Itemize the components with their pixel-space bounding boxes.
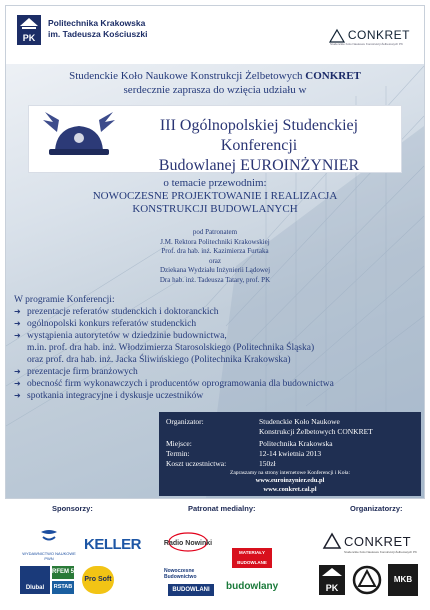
intro-line1	[0, 69, 430, 83]
patronage-line: J.M. Rektora Politechniki Krakowskiej	[160, 237, 270, 246]
place-value: Politechnika Krakowska	[259, 439, 333, 448]
program-item-text: prezentacje referatów studenckich i doktoranckich	[27, 307, 219, 317]
theme	[0, 177, 430, 216]
keller-logo: KELLER	[84, 536, 141, 553]
program-item-text: spotkania integracyjne i dyskusje uczestników	[27, 391, 204, 401]
theme-intro: o temacie przewodnim:	[163, 177, 267, 189]
conkret-header-logo	[330, 28, 410, 46]
program-item-text: ogólnopolski konkurs referatów studenckich	[27, 319, 197, 329]
arrow-right-icon: ➜	[14, 391, 21, 400]
conkret-header-text: CONKRET	[347, 28, 410, 42]
program-item-text: obecność firm wykonawczych i producentów oprogramowania dla budownictwa	[27, 379, 334, 389]
conference-title-line1: III Ogólnopolskiej Studenckiej Konferencji	[159, 117, 359, 154]
websites-note: Zapraszamy na strony internetowe Konferencji i Koła:	[229, 470, 351, 476]
patronage-line: Dziekana Wydziału Inżynierii Lądowej	[159, 266, 271, 274]
budowlani-logo: BUDOWLANI	[168, 584, 214, 596]
patronage-line: Prof. dra hab. inż. Kazimierza Furtaka	[161, 247, 269, 255]
pk-organizer-icon	[318, 564, 346, 596]
date-label: Termin:	[166, 449, 190, 458]
organizer-value1: Studenckie Koło Naukowe	[259, 417, 340, 426]
date-value: 12-14 kwietnia 2013	[259, 449, 322, 458]
program-item-text: wystąpienia autorytetów w dziedzinie budownictwa,	[27, 331, 227, 341]
media-heading: Patronat medialny:	[188, 504, 256, 513]
fee-value: 150zł	[259, 459, 276, 468]
mkb-logo: MKB	[388, 564, 418, 596]
patronage-line: pod Patronatem	[192, 228, 238, 236]
dlubal-logo: Dlubal	[20, 566, 50, 594]
materialy-budowlane-logo: MATERIAŁY BUDOWLANE	[232, 548, 272, 568]
intro-line1-name: CONKRET	[305, 70, 361, 82]
conkret-triangle-icon	[324, 534, 340, 548]
arrow-right-icon: ➜	[14, 331, 21, 340]
conference-title	[121, 116, 397, 176]
prosoft-logo: Pro Soft	[82, 566, 114, 594]
conkret-logo-text: CONKRET	[344, 534, 412, 549]
university-line1: Politechnika Krakowska	[48, 18, 146, 28]
website-link-euroinzynier[interactable]: www.euroinzynier.edu.pl	[255, 477, 325, 484]
program-item	[14, 390, 334, 402]
svg-text:PK: PK	[22, 33, 36, 43]
svg-text:Radio Nowinki: Radio Nowinki	[163, 540, 213, 547]
website-link-conkret[interactable]: www.conkret.cal.pl	[263, 486, 317, 493]
intro-line2: serdecznie zaprasza do wzięcia udziału w	[123, 84, 307, 96]
theme-line1: NOWOCZESNE PROJEKTOWANIE I REALIZACJA	[92, 190, 338, 202]
budowlany-logo: budowlany	[226, 581, 279, 592]
theme-line2: KONSTRUKCJI BUDOWLANYCH	[132, 203, 298, 215]
conkret-triangle-icon	[330, 30, 344, 42]
patronage	[0, 228, 430, 285]
pwn-logo	[20, 528, 78, 562]
pwn-text: WYDAWNICTWO NAUKOWE PWN	[22, 551, 76, 561]
university-name	[48, 18, 148, 40]
program-list	[14, 306, 334, 402]
program-item	[14, 330, 334, 366]
radio-nowinki-icon	[163, 530, 213, 552]
pwn-emblem-icon	[39, 528, 59, 546]
svg-text:PK: PK	[325, 583, 339, 593]
program-item-sub: oraz prof. dra hab. inż. Jacka Śliwińskiego (Politechnika Krakowska)	[27, 355, 291, 365]
conkret-logo-sub: Studenckie Koło Naukowe Konstrukcji Żelbetowych PK	[344, 550, 418, 554]
arrow-right-icon: ➜	[14, 319, 21, 328]
info-box	[159, 412, 421, 496]
pk-logo-icon	[16, 14, 42, 46]
conkret-logo	[322, 528, 422, 558]
conference-banner	[28, 105, 402, 173]
program-item	[14, 318, 334, 330]
nowoczesne-budownictwo-logo: Nowoczesne Budownictwo	[164, 568, 197, 580]
organizer-label: Organizator:	[166, 417, 204, 426]
conkret-header-sub: Studenckie Koło Naukowe Konstrukcji Żelbetowych PK	[329, 42, 404, 46]
patronage-line: Dra hab. inż. Tadeusza Tatary, prof. PK	[159, 275, 271, 284]
program	[14, 294, 334, 402]
rfem-logo: RFEM 5	[52, 566, 74, 579]
patronage-line: oraz	[208, 256, 222, 265]
intro-text	[0, 69, 430, 97]
program-item	[14, 378, 334, 390]
organizers-heading: Organizatorzy:	[350, 504, 403, 513]
program-item-sub: m.in. prof. dra hab. inż. Włodzimierza Starosolskiego (Politechnika Śląska)	[27, 343, 315, 353]
rstab-logo: RSTAB 8	[52, 581, 74, 594]
conference-title-line2: Budowlanej EUROINŻYNIER	[158, 157, 360, 174]
university-line2: im. Tadeusza Kościuszki	[48, 29, 148, 39]
organizer-value2: Konstrukcji Żelbetowych CONKRET	[259, 427, 373, 436]
arrow-right-icon: ➜	[14, 367, 21, 376]
faculty-emblem-icon	[352, 564, 382, 596]
program-item	[14, 306, 334, 318]
program-heading: W programie Konferencji:	[14, 295, 115, 305]
place-label: Miejsce:	[166, 439, 192, 448]
arrow-right-icon: ➜	[14, 307, 21, 316]
program-item-text: prezentacje firm branżowych	[27, 367, 138, 377]
arrow-right-icon: ➜	[14, 379, 21, 388]
fee-label: Koszt uczestnictwa:	[166, 459, 227, 468]
intro-line1-prefix: Studenckie Koło Naukowe Konstrukcji Żelbetowych	[69, 70, 303, 82]
winged-helmet-icon	[39, 110, 119, 168]
sponsors-heading: Sponsorzy:	[52, 504, 93, 513]
program-item	[14, 366, 334, 378]
radio-nowinki-logo	[163, 530, 213, 552]
